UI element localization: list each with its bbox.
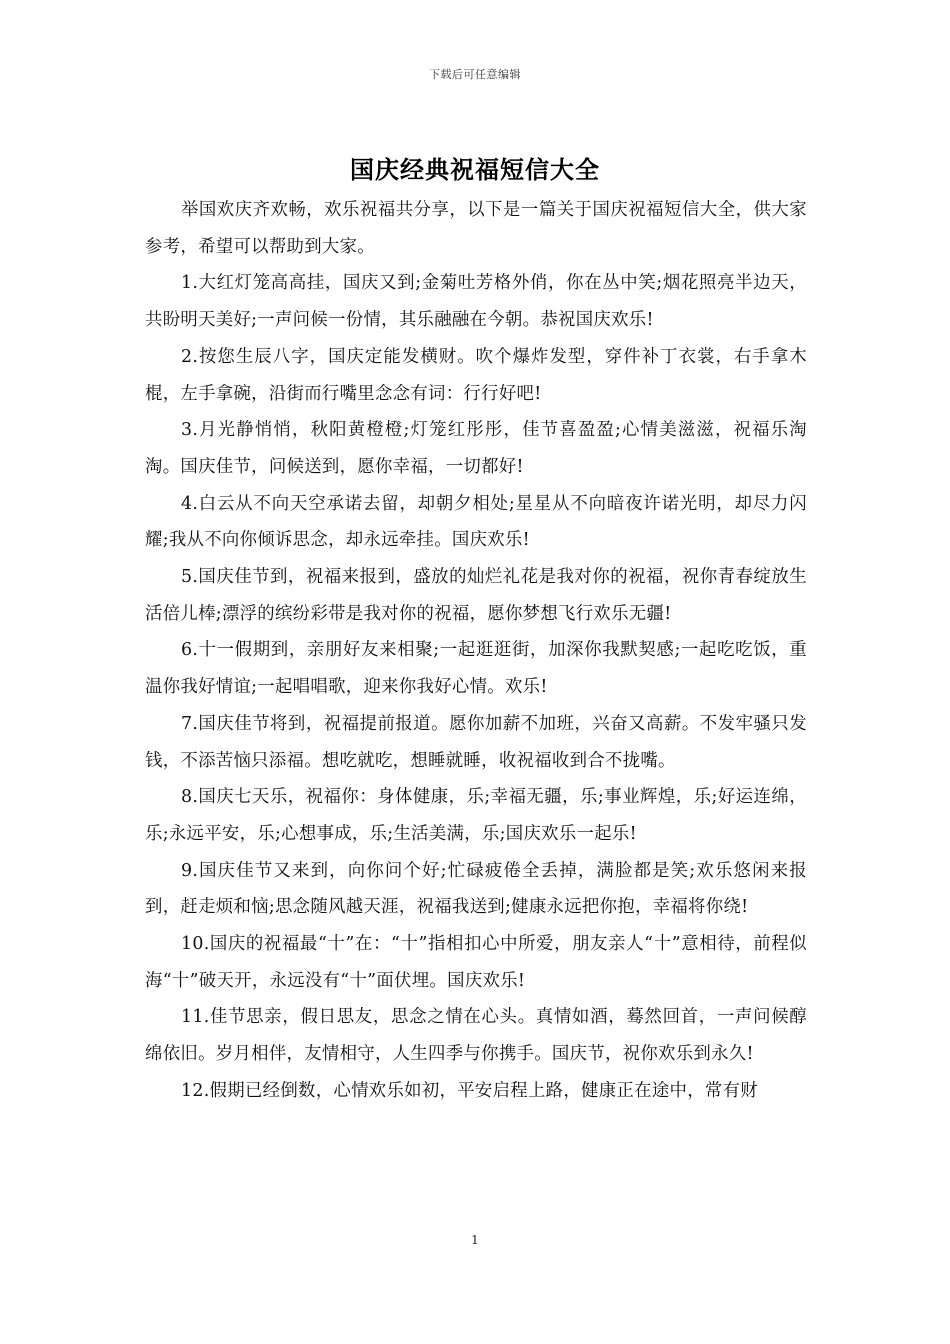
- intro-paragraph: 举国欢庆齐欢畅，欢乐祝福共分享，以下是一篇关于国庆祝福短信大全，供大家参考，希望可以帮助到大家。: [145, 200, 807, 257]
- message-paragraph-3: 3.月光静悄悄，秋阳黄橙橙;灯笼红彤彤，佳节喜盈盈;心情美滋滋，祝福乐淘淘。国庆佳节，问候送到，愿你幸福，一切都好!: [145, 420, 807, 477]
- document-title: 国庆经典祝福短信大全: [350, 155, 600, 184]
- message-paragraph-12: 12.假期已经倒数，心情欢乐如初，平安启程上路，健康正在途中，常有财: [181, 1080, 758, 1101]
- message-paragraph-6: 6.十一假期到，亲朋好友来相聚;一起逛逛街，加深你我默契感;一起吃吃饭，重温你我好情谊;一起唱唱歌，迎来你我好心情。欢乐!: [145, 640, 807, 698]
- message-paragraph-9: 9.国庆佳节又来到，向你问个好;忙碌疲倦全丢掉，满脸都是笑;欢乐悠闲来报到，赶走烦和恼;思念随风越天涯，祝福我送到;健康永远把你抱，幸福将你绕!: [145, 860, 807, 918]
- message-paragraph-11: 11.佳节思亲，假日思友，思念之情在心头。真情如酒，蓦然回首，一声问候醇绵依旧。岁月相伴，友情相守，人生四季与你携手。国庆节，祝你欢乐到永久!: [145, 1007, 807, 1065]
- document-body: [145, 192, 807, 1110]
- message-paragraph-5: 5.国庆佳节到，祝福来报到，盛放的灿烂礼花是我对你的祝福，祝你青春绽放生活倍儿棒;漂浮的缤纷彩带是我对你的祝福，愿你梦想飞行欢乐无疆!: [145, 567, 807, 624]
- message-paragraph-10: 10.国庆的祝福最“十”在：“十”指相扣心中所爱，朋友亲人“十”意相待，前程似海“十”破天开，永远没有“十”面伏埋。国庆欢乐!: [145, 934, 807, 991]
- message-paragraph-4: 4.白云从不向天空承诺去留，却朝夕相处;星星从不向暗夜许诺光明，却尽力闪耀;我从不向你倾诉思念，却永远牵挂。国庆欢乐!: [145, 493, 807, 551]
- message-paragraph-1: 1.大红灯笼高高挂，国庆又到;金菊吐芳格外俏，你在丛中笑;烟花照亮半边天，共盼明天美好;一声问候一份情，其乐融融在今朝。恭祝国庆欢乐!: [145, 273, 807, 331]
- page-number: 1: [471, 1233, 479, 1247]
- message-paragraph-8: 8.国庆七天乐，祝福你：身体健康，乐;幸福无疆，乐;事业辉煌，乐;好运连绵，乐;永远平安，乐;心想事成，乐;生活美满，乐;国庆欢乐一起乐!: [145, 787, 807, 844]
- message-paragraph-7: 7.国庆佳节将到，祝福提前报道。愿你加薪不加班，兴奋又高薪。不发牢骚只发钱，不添苦恼只添福。想吃就吃，想睡就睡，收祝福收到合不拢嘴。: [145, 713, 807, 771]
- message-paragraph-2: 2.按您生辰八字，国庆定能发横财。吹个爆炸发型，穿件补丁衣裳，右手拿木棍，左手拿碗，沿街而行嘴里念念有词：行行好吧!: [145, 346, 807, 404]
- page-header-note: 下载后可任意编辑: [429, 68, 521, 81]
